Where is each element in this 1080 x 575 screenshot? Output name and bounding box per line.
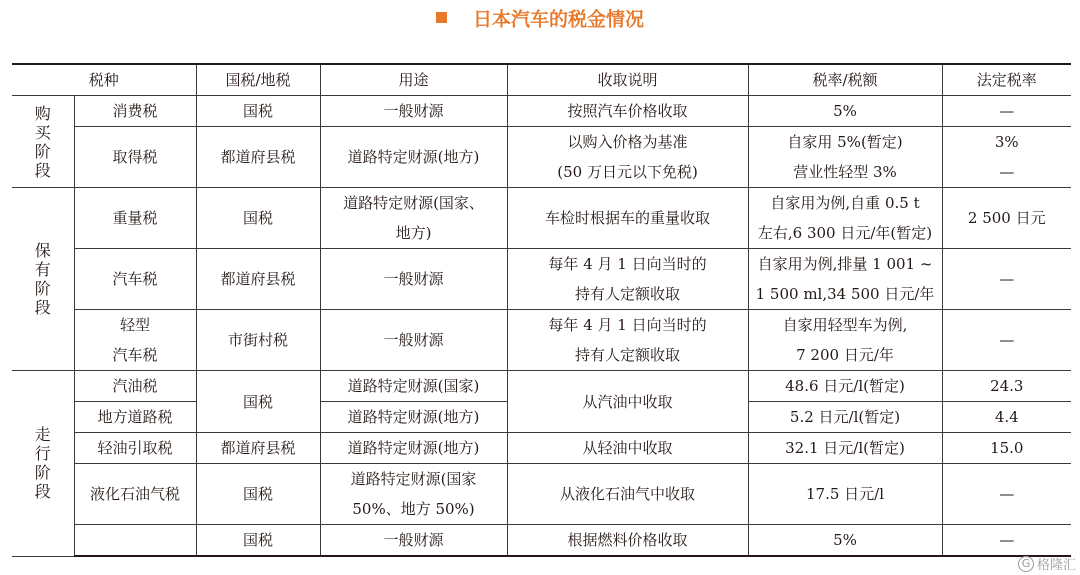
tax-name: 液化石油气税 (74, 464, 196, 525)
tax-name: 汽油税 (74, 371, 196, 402)
tax-rate: 自家用为例,排量 1 001 ~ 1 500 ml,34 500 日元/年 (748, 249, 942, 310)
stage-driving: 走 行 阶 段 (12, 371, 74, 557)
table-row (12, 371, 1071, 402)
tax-desc: 以购入价格为基准 (50 万日元以下免税) (507, 127, 748, 188)
tax-desc: 从轻油中收取 (507, 433, 748, 464)
tax-desc: 从液化石油气中收取 (507, 464, 748, 525)
table-row (12, 310, 1071, 371)
tax-rate: 5% (748, 525, 942, 557)
tax-use: 一般财源 (320, 310, 507, 371)
tax-use: 一般财源 (320, 525, 507, 557)
tax-rate: 17.5 日元/l (748, 464, 942, 525)
tax-level: 国税 (196, 525, 320, 557)
tax-rate: 自家用轻型车为例, 7 200 日元/年 (748, 310, 942, 371)
tax-rate: 自家用 5%(暂定) 营业性轻型 3% (748, 127, 942, 188)
tax-desc: 按照汽车价格收取 (507, 96, 748, 127)
tax-legal: — (942, 464, 1071, 525)
tax-use: 道路特定财源(国家 50%、地方 50%) (320, 464, 507, 525)
table-row (12, 433, 1071, 464)
tax-table (12, 63, 1071, 557)
header-level: 国税/地税 (196, 64, 320, 96)
tax-name: 地方道路税 (74, 402, 196, 433)
tax-legal: 15.0 (942, 433, 1071, 464)
stage-purchase: 购 买 阶 段 (12, 96, 74, 188)
table-row (12, 188, 1071, 249)
watermark (1018, 554, 1076, 573)
header-rate: 税率/税额 (748, 64, 942, 96)
tax-level: 国税 (196, 464, 320, 525)
tax-desc: 每年 4 月 1 日向当时的 持有人定额收取 (507, 310, 748, 371)
stage-holding: 保 有 阶 段 (12, 188, 74, 371)
tax-name: 取得税 (74, 127, 196, 188)
tax-desc: 每年 4 月 1 日向当时的 持有人定额收取 (507, 249, 748, 310)
tax-rate: 48.6 日元/l(暂定) (748, 371, 942, 402)
tax-rate: 5% (748, 96, 942, 127)
tax-legal: — (942, 249, 1071, 310)
tax-use: 道路特定财源(地方) (320, 433, 507, 464)
tax-legal: 24.3 (942, 371, 1071, 402)
header-legal: 法定税率 (942, 64, 1071, 96)
tax-rate: 自家用为例,自重 0.5 t 左右,6 300 日元/年(暂定) (748, 188, 942, 249)
tax-legal: 3% — (942, 127, 1071, 188)
table-row (12, 127, 1071, 188)
tax-use: 一般财源 (320, 249, 507, 310)
tax-level: 都道府县税 (196, 249, 320, 310)
title-text: 日本汽车的税金情况 (472, 8, 644, 31)
tax-rate: 32.1 日元/l(暂定) (748, 433, 942, 464)
table-row (12, 464, 1071, 525)
tax-legal: — (942, 96, 1071, 127)
tax-level: 都道府县税 (196, 127, 320, 188)
header-tax-type: 税种 (12, 64, 196, 96)
tax-legal: 2 500 日元 (942, 188, 1071, 249)
watermark-logo-icon: G (1018, 556, 1034, 572)
tax-name: 轻型 汽车税 (74, 310, 196, 371)
table-row (12, 525, 1071, 557)
tax-level: 国税 (196, 96, 320, 127)
tax-use: 道路特定财源(国家) (320, 371, 507, 402)
header-desc: 收取说明 (507, 64, 748, 96)
header-row (12, 64, 1071, 96)
tax-use: 道路特定财源(国家、 地方) (320, 188, 507, 249)
tax-desc: 车检时根据车的重量收取 (507, 188, 748, 249)
tax-legal: 4.4 (942, 402, 1071, 433)
table-row (12, 96, 1071, 127)
tax-desc: 从汽油中收取 (507, 371, 748, 433)
watermark-text: 格隆汇 (1036, 558, 1076, 573)
tax-rate: 5.2 日元/l(暂定) (748, 402, 942, 433)
header-use: 用途 (320, 64, 507, 96)
tax-desc: 根据燃料价格收取 (507, 525, 748, 557)
page-title (0, 6, 1080, 32)
tax-name: 轻油引取税 (74, 433, 196, 464)
tax-level: 市街村税 (196, 310, 320, 371)
table-row (12, 249, 1071, 310)
tax-name: 重量税 (74, 188, 196, 249)
tax-level: 都道府县税 (196, 433, 320, 464)
tax-legal: — (942, 525, 1071, 557)
tax-name: 消费税 (74, 96, 196, 127)
title-square-icon (436, 12, 447, 23)
tax-level: 国税 (196, 371, 320, 433)
tax-use: 道路特定财源(地方) (320, 402, 507, 433)
tax-use: 一般财源 (320, 96, 507, 127)
tax-legal: — (942, 310, 1071, 371)
tax-level: 国税 (196, 188, 320, 249)
tax-use: 道路特定财源(地方) (320, 127, 507, 188)
tax-name: 汽车税 (74, 249, 196, 310)
tax-name (74, 525, 196, 557)
